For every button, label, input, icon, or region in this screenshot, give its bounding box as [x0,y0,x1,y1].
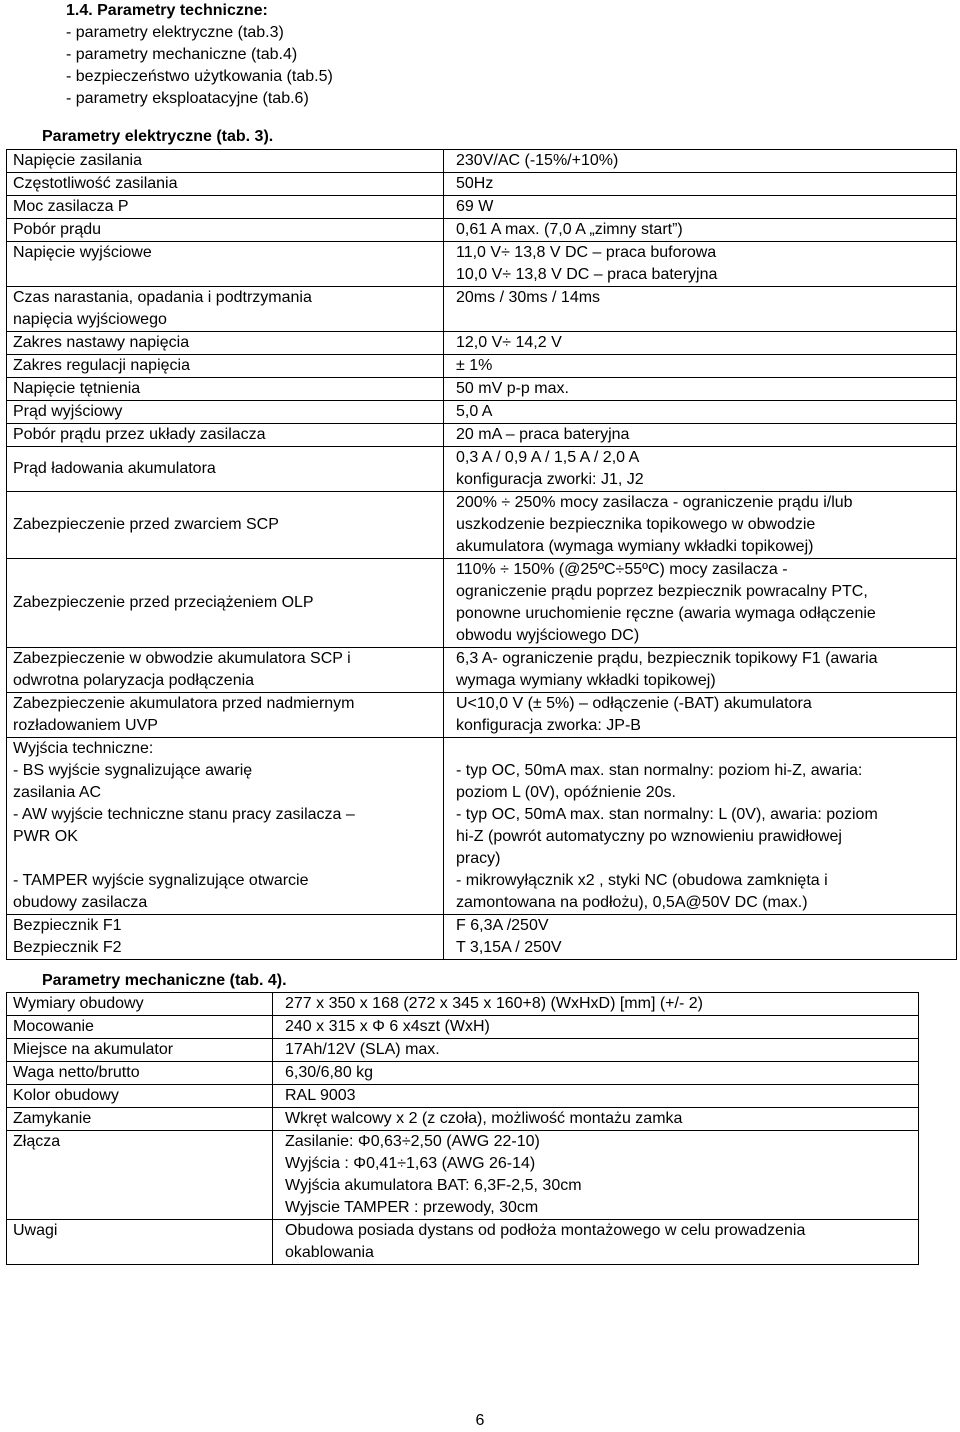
section-list-item: - parametry elektryczne (tab.3) [66,24,284,41]
param-name-cell [7,378,444,401]
param-name-cell [7,287,444,332]
param-value-line: 20 mA – praca bateryjna [456,426,630,443]
table-row [7,378,957,401]
param-value-line: 200% ÷ 250% mocy zasilacza - ograniczenie prądu i/lub [456,494,853,511]
param-value-line: pracy) [456,850,501,867]
param-value-line: konfiguracja zworka: JP-B [456,717,641,734]
param-value-cell [444,196,957,219]
param-name-line: PWR OK [13,828,78,845]
table-row [7,1085,919,1108]
param-value-cell [273,993,919,1016]
param-name-cell [7,242,444,287]
param-name-line: obudowy zasilacza [13,894,148,911]
param-name-cell [7,196,444,219]
table-row [7,196,957,219]
param-name-line: Mocowanie [13,1018,94,1035]
param-name-line: Pobór prądu przez układy zasilacza [13,426,266,443]
param-value-cell [444,693,957,738]
param-name-line: Zabezpieczenie przed przeciążeniem OLP [13,594,314,611]
param-value-line: 277 x 350 x 168 (272 x 345 x 160+8) (WxHxD) [mm] (+/- 2) [285,995,703,1012]
param-name-line: Napięcie zasilania [13,152,142,169]
param-value-cell [444,378,957,401]
param-name-line: Bezpiecznik F2 [13,939,122,956]
param-name-cell [7,1039,273,1062]
param-name-line: Kolor obudowy [13,1087,119,1104]
table-row [7,648,957,693]
param-value-line: ograniczenie prądu poprzez bezpiecznik powracalny PTC, [456,583,868,600]
param-value-cell [273,1085,919,1108]
param-name-line: - BS wyjście sygnalizujące awarię [13,762,253,779]
table-row [7,401,957,424]
table-row [7,424,957,447]
table3-caption: Parametry elektryczne (tab. 3). [42,128,274,145]
table-mechanical-parameters [6,992,919,1265]
param-value-cell [273,1220,919,1265]
param-name-line: Zamykanie [13,1110,92,1127]
table-row [7,559,957,648]
table-row [7,1062,919,1085]
param-name-cell [7,1220,273,1265]
param-name-line: Napięcie tętnienia [13,380,141,397]
param-name-line: Zakres nastawy napięcia [13,334,190,351]
section-list-item: - parametry mechaniczne (tab.4) [66,46,298,63]
param-value-line: U<10,0 V (± 5%) – odłączenie (-BAT) akumulatora [456,695,812,712]
param-name-line: Napięcie wyjściowe [13,244,152,261]
table-row [7,355,957,378]
param-value-line: Wyjscie TAMPER : przewody, 30cm [285,1199,539,1216]
param-value-cell [444,401,957,424]
param-value-line [456,738,952,760]
param-value-line: Obudowa posiada dystans od podłoża montażowego w celu prowadzenia [285,1222,806,1239]
param-value-line: akumulatora (wymaga wymiany wkładki topikowej) [456,538,814,555]
param-value-line: F 6,3A /250V [456,917,549,934]
table-row [7,1039,919,1062]
param-name-cell [7,693,444,738]
param-value-cell [444,559,957,648]
param-name-cell [7,424,444,447]
table-row [7,332,957,355]
table-row [7,150,957,173]
param-value-cell [444,648,957,693]
table-row [7,242,957,287]
table-row [7,1016,919,1039]
param-value-line: 50Hz [456,175,494,192]
param-name-cell [7,738,444,915]
param-value-cell [273,1016,919,1039]
param-value-cell [444,355,957,378]
param-name-line: zasilania AC [13,784,102,801]
param-name-cell [7,355,444,378]
param-name-cell [7,447,444,492]
table-row [7,1131,919,1220]
param-name-line: Moc zasilacza P [13,198,129,215]
param-name-cell [7,219,444,242]
table-row [7,1220,919,1265]
param-name-line: Pobór prądu [13,221,102,238]
param-value-line: T 3,15A / 250V [456,939,562,956]
param-value-cell [444,447,957,492]
section-title: 1.4. Parametry techniczne: [66,2,268,19]
param-value-cell [444,173,957,196]
section-list-item: - bezpieczeństwo użytkowania (tab.5) [66,68,333,85]
table-row [7,738,957,915]
param-value-line: RAL 9003 [285,1087,356,1104]
table-row [7,993,919,1016]
table-row [7,447,957,492]
param-name-line [13,848,439,870]
param-value-cell [444,219,957,242]
param-name-line: Waga netto/brutto [13,1064,140,1081]
table-row [7,1108,919,1131]
param-value-line: Wkręt walcowy x 2 (z czoła), możliwość montażu zamka [285,1110,683,1127]
param-name-cell [7,1131,273,1220]
param-name-cell [7,648,444,693]
param-value-line: 50 mV p-p max. [456,380,569,397]
param-value-line: Wyjścia : Φ0,41÷1,63 (AWG 26-14) [285,1155,536,1172]
param-value-cell [444,242,957,287]
param-value-line: okablowania [285,1244,374,1261]
table-row [7,492,957,559]
param-value-line: 230V/AC (-15%/+10%) [456,152,619,169]
param-value-line: Zasilanie: Φ0,63÷2,50 (AWG 22-10) [285,1133,540,1150]
param-value-line: 0,3 A / 0,9 A / 1,5 A / 2,0 A [456,449,640,466]
param-value-cell [444,287,957,332]
param-value-line: 0,61 A max. (7,0 A „zimny start”) [456,221,683,238]
param-name-line: Zabezpieczenie akumulatora przed nadmiernym [13,695,355,712]
param-name-cell [7,332,444,355]
param-name-cell [7,492,444,559]
param-value-line: 240 x 315 x Φ 6 x4szt (WxH) [285,1018,490,1035]
param-value-line: 12,0 V÷ 14,2 V [456,334,562,351]
param-value-cell [273,1062,919,1085]
param-name-line: Prąd wyjściowy [13,403,123,420]
table-row [7,287,957,332]
param-name-line: Zakres regulacji napięcia [13,357,190,374]
param-name-cell [7,1108,273,1131]
param-name-line: Zabezpieczenie w obwodzie akumulatora SCP i [13,650,351,667]
param-name-cell [7,150,444,173]
param-value-line: 20ms / 30ms / 14ms [456,289,601,306]
param-value-line: 110% ÷ 150% (@25ºC÷55ºC) mocy zasilacza - [456,561,788,578]
param-value-line: 17Ah/12V (SLA) max. [285,1041,440,1058]
param-value-cell [273,1131,919,1220]
table-row [7,915,957,960]
param-name-cell [7,993,273,1016]
param-value-line: hi-Z (powrót automatyczny po wznowieniu prawidłowej [456,828,842,845]
param-name-line: Wyjścia techniczne: [13,740,154,757]
param-name-cell [7,915,444,960]
param-value-line: poziom L (0V), opóźnienie 20s. [456,784,676,801]
param-value-line: konfiguracja zworki: J1, J2 [456,471,644,488]
param-name-cell [7,1016,273,1039]
param-name-cell [7,1085,273,1108]
param-value-line: 69 W [456,198,494,215]
param-value-line: 5,0 A [456,403,493,420]
param-value-line: wymaga wymiany wkładki topikowej) [456,672,716,689]
param-name-line: Złącza [13,1133,61,1150]
param-name-cell [7,401,444,424]
table-row [7,173,957,196]
param-value-line: zamontowana na podłożu), 0,5A@50V DC (max.) [456,894,808,911]
param-name-line: Uwagi [13,1222,58,1239]
param-value-line: 11,0 V÷ 13,8 V DC – praca buforowa [456,244,717,261]
param-name-line: Częstotliwość zasilania [13,175,178,192]
table-row [7,693,957,738]
param-name-cell [7,1062,273,1085]
param-value-line: ± 1% [456,357,493,374]
param-name-line: Zabezpieczenie przed zwarciem SCP [13,516,279,533]
table-row [7,219,957,242]
table4-caption: Parametry mechaniczne (tab. 4). [42,972,287,989]
param-value-line: uszkodzenie bezpiecznika topikowego w obwodzie [456,516,816,533]
param-name-line: - AW wyjście techniczne stanu pracy zasilacza – [13,806,355,823]
section-list [66,22,333,110]
param-value-line: 6,30/6,80 kg [285,1064,374,1081]
param-value-line: 10,0 V÷ 13,8 V DC – praca bateryjna [456,266,718,283]
param-value-cell [273,1039,919,1062]
param-name-line: rozładowaniem UVP [13,717,158,734]
param-name-line: Czas narastania, opadania i podtrzymania [13,289,312,306]
param-value-line: ponowne uruchomienie ręczne (awaria wymaga odłączenie [456,605,876,622]
param-value-cell [444,424,957,447]
param-name-line: Prąd ładowania akumulatora [13,460,216,477]
param-value-cell [444,738,957,915]
param-name-line: - TAMPER wyjście sygnalizujące otwarcie [13,872,309,889]
param-value-cell [444,332,957,355]
param-name-cell [7,173,444,196]
param-name-line: odwrotna polaryzacja podłączenia [13,672,255,689]
param-value-line: - mikrowyłącznik x2 , styki NC (obudowa zamknięta i [456,872,828,889]
param-value-line: 6,3 A- ograniczenie prądu, bezpiecznik topikowy F1 (awaria [456,650,878,667]
param-name-line: Bezpiecznik F1 [13,917,122,934]
param-value-line: - typ OC, 50mA max. stan normalny: L (0V), awaria: poziom [456,806,878,823]
section-list-item: - parametry eksploatacyjne (tab.6) [66,90,309,107]
table-electrical-parameters [6,149,957,960]
param-name-cell [7,559,444,648]
param-value-line: obwodu wyjściowego DC) [456,627,640,644]
param-name-line: Miejsce na akumulator [13,1041,174,1058]
page-number: 6 [475,1412,485,1429]
param-value-line: Wyjścia akumulatora BAT: 6,3F-2,5, 30cm [285,1177,582,1194]
param-value-line: - typ OC, 50mA max. stan normalny: poziom hi-Z, awaria: [456,762,863,779]
param-value-cell [444,150,957,173]
param-value-cell [444,492,957,559]
param-name-line: Wymiary obudowy [13,995,144,1012]
param-value-cell [444,915,957,960]
param-name-line: napięcia wyjściowego [13,311,167,328]
param-value-cell [273,1108,919,1131]
